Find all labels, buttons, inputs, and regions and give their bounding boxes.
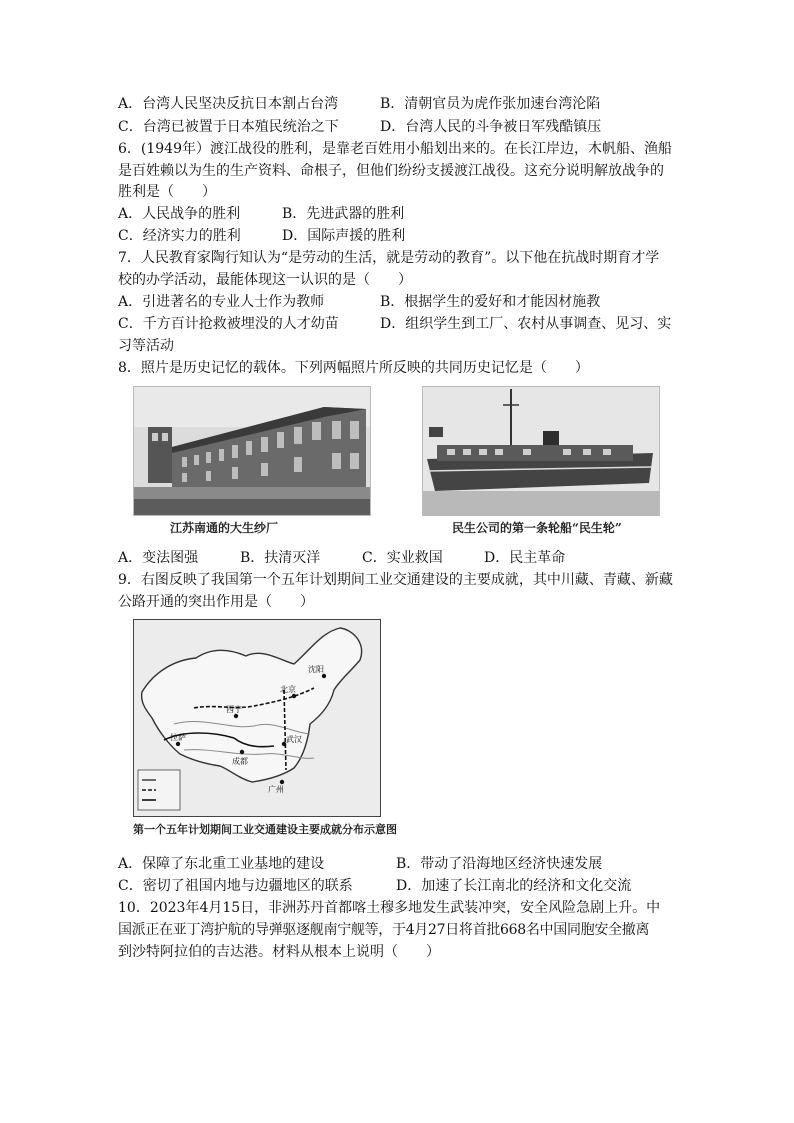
factory-photo-image [134,387,370,515]
factory-photo-caption: 江苏南通的大生纱厂 [170,521,279,535]
q7-option-d-cont: 习等活动 [118,338,174,354]
q8-option-b: B．扶清灭洋 [240,550,321,566]
q10-stem-line3: 到沙特阿拉伯的吉达港。材料从根本上说明（ ） [118,944,440,960]
steamship-photo-image [423,387,659,515]
q5-option-b: B．清朝官员为虎作张加速台湾沦陷 [380,96,601,112]
q7-option-d: D．组织学生到工厂、农村从事调查、见习、实 [380,316,672,332]
q6-option-b: B．先进武器的胜利 [282,206,405,222]
q9-stem-line2: 公路开通的突出作用是（ ） [118,594,314,610]
q5-option-c: C．台湾已被置于日本殖民统治之下 [118,119,339,135]
map-label-lhasa: 拉萨 [170,733,186,742]
q8-option-d: D．民主革命 [484,550,566,566]
q6-option-d: D．国际声援的胜利 [282,228,406,244]
steamship-photo-caption: 民生公司的第一条轮船“民生轮” [452,521,622,535]
factory-photo [133,386,371,516]
q7-option-b: B．根据学生的爱好和才能因材施教 [380,294,601,310]
q10-stem-line1: 10．2023年4月15日，非洲苏丹首都喀土穆多地发生武装冲突，安全风险急剧上升。中 [118,900,661,916]
q6-stem-line2: 是百姓赖以为生的生产资料、命根子，但他们纷纷支援渡江战役。这充分说明解放战争的 [118,163,664,179]
q6-option-a: A．人民战争的胜利 [118,206,241,222]
q7-option-c: C．千方百计抢救被埋没的人才幼苗 [118,316,339,332]
q5-option-a: A．台湾人民坚决反抗日本割占台湾 [118,96,339,112]
q6-stem-line1: 6．(1949年）渡江战役的胜利，是靠老百姓用小船划出来的。在长江岸边，木帆船、渔船 [118,141,672,157]
map-label-xining: 西宁 [226,705,242,714]
map-label-shenyang: 沈阳 [308,665,324,674]
map-label-beijing: 北京 [280,685,296,694]
q9-option-c: C．密切了祖国内地与边疆地区的联系 [118,878,353,894]
q7-option-a: A．引进著名的专业人士作为教师 [118,294,325,310]
q10-stem-line2: 国派正在亚丁湾护航的导弹驱逐舰南宁舰等，于4月27日将首批668名中国同胞安全撤离 [118,922,650,938]
q6-stem-line3: 胜利是（ ） [118,184,216,200]
q9-option-a: A．保障了东北重工业基地的建设 [118,856,325,872]
q6-option-c: C．经济实力的胜利 [118,228,241,244]
q5-option-d: D．台湾人民的斗争被日军残酷镇压 [380,119,602,135]
five-year-plan-map [133,619,381,817]
q8-option-c: C．实业救国 [362,550,443,566]
q9-option-b: B．带动了沿海地区经济快速发展 [396,856,603,872]
china-map-image [134,620,380,816]
map-label-chengdu: 成都 [232,757,248,766]
steamship-photo [422,386,660,516]
q7-stem-line2: 校的办学活动，最能体现这一认识的是（ ） [118,272,412,288]
map-label-guangzhou: 广州 [268,785,284,794]
q9-stem-line1: 9．右图反映了我国第一个五年计划期间工业交通建设的主要成就，其中川藏、青藏、新藏 [118,572,673,588]
map-caption: 第一个五年计划期间工业交通建设主要成就分布示意图 [133,823,397,836]
q8-stem: 8．照片是历史记忆的载体。下列两幅照片所反映的共同历史记忆是（ ） [118,360,589,376]
map-label-wuhan: 武汉 [286,735,302,744]
q8-option-a: A．变法图强 [118,550,199,566]
q9-option-d: D．加速了长江南北的经济和文化交流 [396,878,632,894]
q7-stem-line1: 7．人民教育家陶行知认为“是劳动的生活，就是劳动的教育”。以下他在抗战时期育才学 [118,250,660,266]
